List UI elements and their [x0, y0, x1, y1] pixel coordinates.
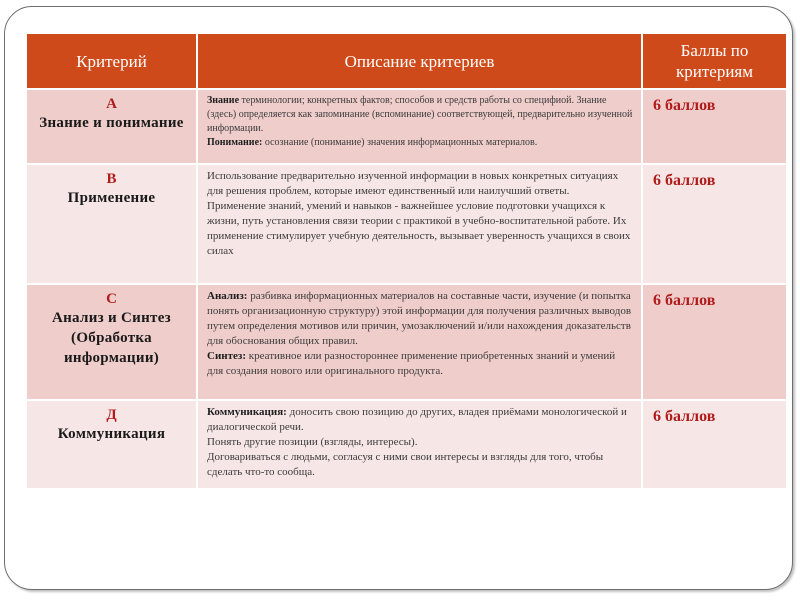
score-cell: [642, 400, 787, 489]
description-paragraph: [207, 450, 633, 480]
score-cell: [642, 164, 787, 284]
description-cell: [197, 284, 642, 400]
description-text: Договариваться с людьми, согласуя с ними свои интересы и взгляды для того, чтобы сделать что-то сообща.: [207, 451, 604, 478]
description-text: терминологии; конкретных фактов; способов и средств работы со специфиой. Знание (здесь) определяется как запоминание (вспоминание) соответствующей, предварительно изученной информации.: [207, 95, 633, 134]
description-term: Синтез:: [207, 350, 246, 362]
description-term: Знание: [207, 95, 240, 106]
score-value: 6 баллов: [653, 408, 716, 425]
description-paragraph: [207, 169, 633, 199]
header-criterion: Критерий: [26, 33, 197, 89]
description-text: осознание (понимание) значения информационных материалов.: [262, 137, 538, 148]
description-text: Понять другие позиции (взгляды, интересы).: [207, 436, 418, 448]
header-score: Баллы по критериям: [642, 33, 787, 89]
score-value: 6 баллов: [653, 172, 716, 189]
description-term: Коммуникация:: [207, 406, 287, 418]
description-paragraph: [207, 289, 633, 349]
table-row: [26, 89, 787, 164]
description-text: доносить свою позицию до других, владея приёмами монологической и диалогической речи.: [207, 406, 627, 433]
criterion-cell: [26, 400, 197, 489]
criterion-cell: [26, 164, 197, 284]
header-description: Описание критериев: [197, 33, 642, 89]
criterion-letter: C: [106, 291, 117, 307]
description-text: разбивка информационных материалов на составные части, изучение (и попытка понять организационную структуру) этой информации для получения различных выводов путем определения мотивов или причин, умозаключений и/или нахождения доказательств для обоснования общих правил.: [207, 290, 632, 347]
description-text: Использование предварительно изученной информации в новых конкретных ситуациях для решения проблем, которые имеют единственный или наилучший ответы.: [207, 170, 619, 197]
description-cell: [197, 400, 642, 489]
criterion-name: Применение: [67, 190, 156, 206]
criterion-letter: B: [106, 171, 117, 187]
description-term: Анализ:: [207, 290, 248, 302]
criteria-table: [25, 32, 788, 490]
description-paragraph: [207, 405, 633, 435]
table-header-row: [26, 33, 787, 89]
criterion-letter: Д: [106, 407, 117, 423]
description-cell: [197, 89, 642, 164]
criterion-letter: A: [106, 96, 117, 112]
table-row: [26, 164, 787, 284]
score-value: 6 баллов: [653, 292, 716, 309]
description-cell: [197, 164, 642, 284]
criterion-name: Анализ и Синтез (Обработка информации): [51, 310, 171, 366]
score-cell: [642, 284, 787, 400]
description-paragraph: [207, 349, 633, 379]
description-text: креативное или разностороннее применение приобретенных знаний и умений для создания нового или оригинального продукта.: [207, 350, 616, 377]
description-paragraph: [207, 435, 633, 450]
table-row: [26, 284, 787, 400]
criterion-name: Знание и понимание: [39, 115, 184, 131]
table-row: [26, 400, 787, 489]
criterion-cell: [26, 89, 197, 164]
description-text: Применение знаний, умений и навыков - важнейшее условие подготовки учащихся к жизни, путь установления связи теории с практикой в учебно-воспитательной работе. Их применение стимулирует учебную деятельность, вызывает уверенность учащихся в своих силах: [207, 200, 631, 257]
description-paragraph: [207, 199, 633, 259]
criterion-name: Коммуникация: [57, 426, 166, 442]
description-paragraph: [207, 94, 633, 136]
score-value: 6 баллов: [653, 97, 716, 114]
criterion-cell: [26, 284, 197, 400]
score-cell: [642, 89, 787, 164]
description-paragraph: [207, 136, 633, 150]
description-term: Понимание:: [207, 137, 263, 148]
